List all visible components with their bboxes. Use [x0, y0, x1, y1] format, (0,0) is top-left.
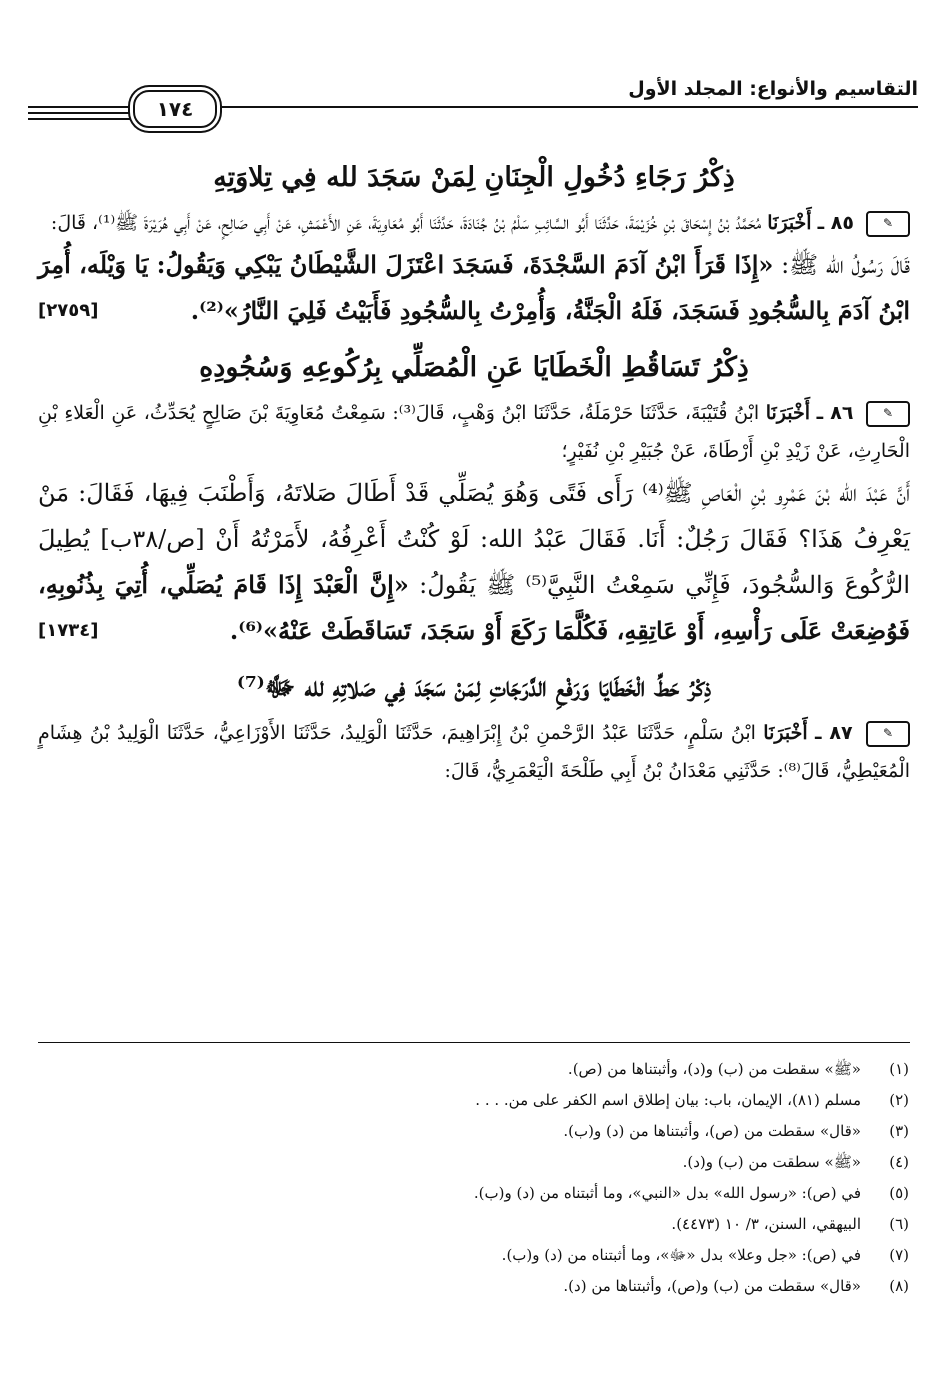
footnote-text: «قال» سقطت من (ص)، وأثبتناها من (د) و(ب).	[563, 1122, 861, 1140]
isnad-lead: أَخْبَرَنَا	[765, 402, 811, 424]
footnote-number: (١)	[889, 1060, 909, 1078]
header-rule-left	[28, 112, 130, 114]
isnad-lead: أَخْبَرَنَا	[767, 212, 812, 234]
footnote-number: (٧)	[889, 1246, 909, 1264]
isnad	[38, 204, 910, 242]
isnad-text: ابْنُ قُتَيْبَةَ، حَدَّثَنَا حَرْمَلَةُ، حَدَّثَنَا ابْنُ وَهْبٍ، قَالَ⁽³⁾: سَمِعْتُ مُعَاوِيَةَ بْنَ صَالِحٍ يُحَدِّثُ، عَنِ الْعَلاءِ بْنِ الْحَارِثِ، عَنْ زَيْدِ بْنِ أَرْطَاةَ، عَنْ جُبَيْرِ بْنِ نُفَيْرٍ؛	[38, 402, 910, 462]
footnote-number: (٥)	[889, 1184, 909, 1202]
hadith-marker-icon: ✎	[866, 211, 910, 237]
section-86	[38, 348, 910, 654]
footnote-text: في (ص): «جل وعلا» بدل «ﷻ»، وما أثبتناه من (د) و(ب).	[501, 1246, 861, 1264]
hadith-number: ٨٥ ـ	[817, 212, 854, 234]
section-title: ذِكْرُ رَجَاءِ دُخُولِ الْجِنَانِ لِمَنْ سَجَدَ لله فِي تِلاوَتِهِ	[213, 162, 735, 193]
matn-text: «إِذَا قَرَأَ ابْنُ آدَمَ السَّجْدَةَ، فَسَجَدَ اعْتَزَلَ الشَّيْطَانُ يَبْكِي وَيَقُولُ: يَا وَيْلَه، أُمِرَ ابْنُ آدَمَ بِالسُّجُودِ فَسَجَدَ، فَلَهُ الْجَنَّةُ، وَأُمِرْتُ بِالسُّجُودِ فَأَبَيْتُ فَلِيَ النَّارُ»⁽²⁾.	[38, 250, 910, 325]
isnad-text: مُحَمَّدُ بْنُ إِسْحَاقَ بْنِ خُزَيْمَةَ، حَدَّثَنَا أَبُو السَّائِبِ سَلْمُ بْنُ جُنَادَةَ، حَدَّثَنَا أَبُو مُعَاوِيَةَ، عَنِ الأَعْمَشِ، عَنْ أَبِي صَالِحٍ، عَنْ أَبِي هُرَيْرَةَ ﷺ⁽¹⁾، قَالَ:	[50, 212, 762, 234]
footnotes	[37, 1054, 909, 1302]
footnote-number: (٤)	[889, 1153, 909, 1171]
story	[38, 470, 910, 654]
isnad	[38, 714, 910, 790]
hadith-number: ٨٦ ـ	[816, 402, 854, 424]
footnote-text: البيهقي، السنن، ٣/ ١٠ (٤٤٧٣).	[671, 1215, 861, 1233]
footnote	[37, 1271, 909, 1302]
section-title: ذِكْرُ تَسَاقُطِ الْخَطَايَا عَنِ الْمُصَلِّي بِرُكُوعِهِ وَسُجُودِهِ	[199, 352, 749, 383]
footnote-number: (٢)	[889, 1091, 909, 1109]
section-85	[38, 158, 910, 334]
reference-number: [١٧٣٤]	[38, 620, 99, 641]
footnote	[37, 1240, 909, 1271]
reference-number: [٢٧٥٩]	[38, 300, 99, 321]
hadith-number: ٨٧ ـ	[814, 722, 853, 744]
hadith-marker-icon: ✎	[866, 401, 910, 427]
section-87	[38, 668, 910, 790]
footnote-text: «ﷺ» سقطت من (ب) و(د)، وأثبتناها من (ص).	[567, 1060, 861, 1078]
footnote-number: (٨)	[889, 1277, 909, 1295]
isnad	[38, 394, 910, 470]
footnote	[37, 1116, 909, 1147]
page-header	[28, 78, 918, 128]
story-text: أَنَّ عَبْدَ الله بْنَ عَمْرِو بْنِ الْعَاصِ ﷺ⁽⁴⁾ رَأَى فَتًى وَهُوَ يُصَلِّي قَدْ أَطَالَ صَلاتَهُ، وَأَطْنَبَ فِيهَا، فَقَالَ: مَنْ يَعْرِفُ هَذَا؟ فَقَالَ رَجُلٌ: أَنَا. فَقَالَ عَبْدُ الله: لَوْ كُنْتُ أَعْرِفُهُ، لأَمَرْتُهُ أَنْ [ص/٣٨ب] يُطِيلَ الرُّكُوعَ وَالسُّجُودَ، فَإِنِّي سَمِعْتُ النَّبِيَّ⁽⁵⁾ ﷺ يَقُولُ:	[38, 479, 911, 599]
main-text	[38, 158, 910, 790]
footnote	[37, 1085, 909, 1116]
footnote-text: مسلم (٨١)، الإيمان، باب: بيان إطلاق اسم الكفر على من. . . .	[475, 1091, 861, 1109]
footnote-text: «ﷺ» سطقت من (ب) و(د).	[682, 1153, 861, 1171]
matn-text: «إِنَّ الْعَبْدَ إِذَا قَامَ يُصَلِّي، أُتِيَ بِذُنُوبِهِ، فَوُضِعَتْ عَلَى رَأْسِهِ، أَوْ عَاتِقِهِ، فَكُلَّمَا رَكَعَ أَوْ سَجَدَ، تَسَاقَطَتْ عَنْهُ»⁽⁶⁾.	[38, 570, 910, 645]
matn-lead: قَالَ رَسُولُ الله ﷺ:	[781, 251, 910, 279]
footnote	[37, 1209, 909, 1240]
footnote	[37, 1178, 909, 1209]
footnote	[37, 1054, 909, 1085]
section-title: ذِكْرُ حَطِّ الْخَطَايَا وَرَفْعِ الدَّرَجَاتِ لِمَنْ سَجَدَ فِي صَلاتِهِ لله ﷻ⁽⁷⁾	[236, 672, 712, 703]
running-title: التقاسيم والأنواع: المجلد الأول	[628, 78, 918, 100]
page-number: ١٧٤	[133, 90, 217, 128]
footnote-number: (٦)	[889, 1215, 909, 1233]
hadith-marker-icon: ✎	[866, 721, 910, 747]
footnote	[37, 1147, 909, 1178]
footnote-separator	[38, 1042, 910, 1043]
footnote-text: «قال» سقطت من (ب) و(ص)، وأثبتناها من (د).	[563, 1277, 861, 1295]
isnad-lead: أَخْبَرَنَا	[763, 722, 808, 744]
header-rule-left-2	[28, 118, 130, 120]
footnote-text: في (ص): «رسول الله» بدل «النبي»، وما أثبتناه من (د) و(ب).	[473, 1184, 861, 1202]
footnote-number: (٣)	[889, 1122, 909, 1140]
isnad-text: ابْنُ سَلْمٍ، حَدَّثَنَا عَبْدُ الرَّحْمنِ بْنُ إِبْرَاهِيمَ، حَدَّثَنَا الْوَلِيدُ، حَدَّثَنَا الأَوْزَاعِيُّ، حَدَّثَنَا الْوَلِيدُ بْنُ هِشَامٍ الْمُعَيْطِيُّ، قَالَ⁽⁸⁾: حَدَّثَنِي مَعْدَانُ بْنُ أَبِي طَلْحَةَ الْيَعْمَرِيُّ، قَالَ:	[38, 722, 910, 782]
matn	[38, 242, 910, 334]
